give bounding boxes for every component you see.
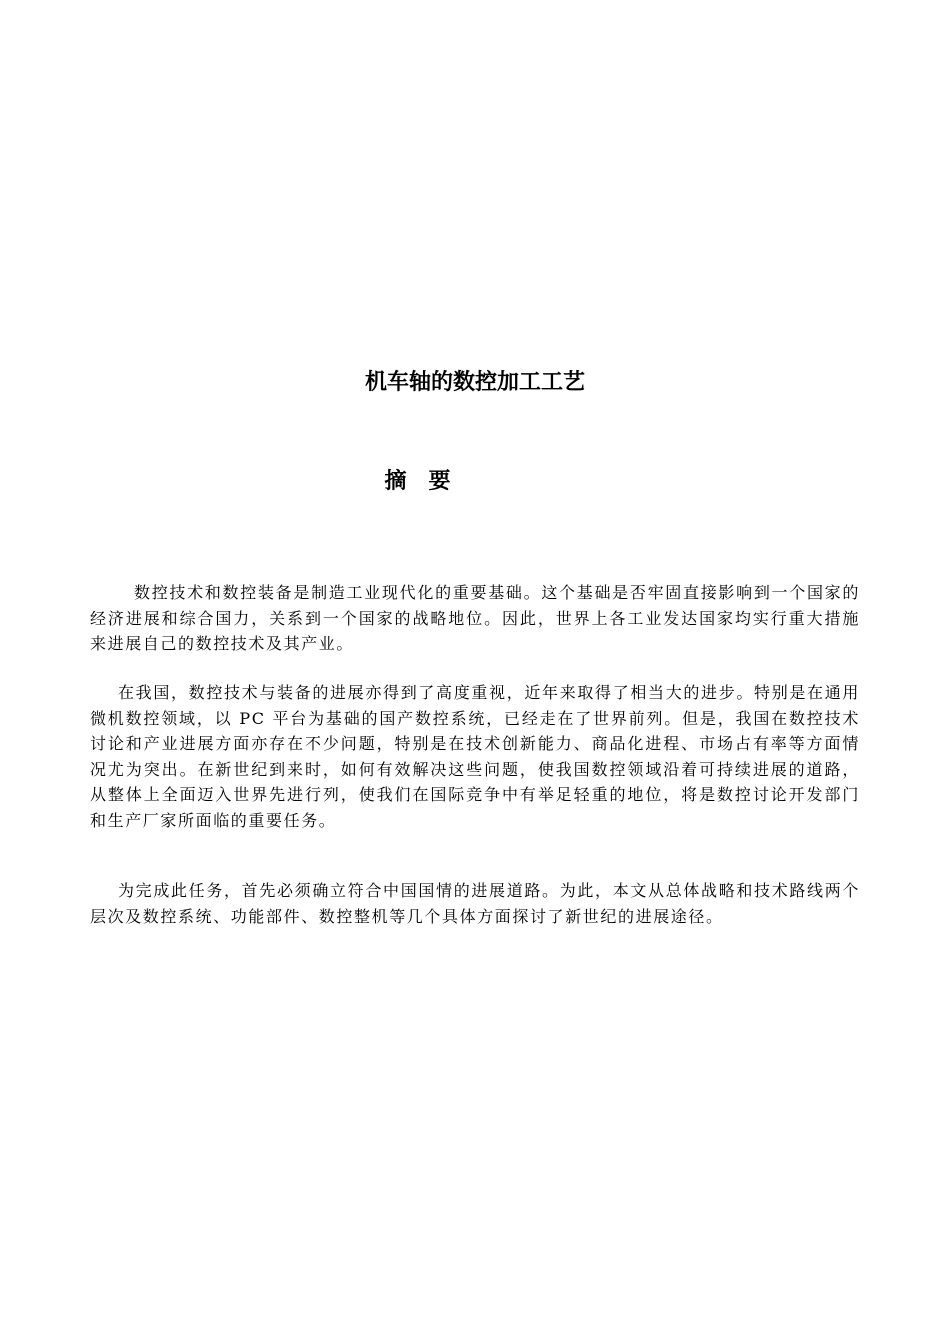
document-title: 机车轴的数控加工工艺 bbox=[364, 370, 585, 395]
abstract-paragraph-3: 为完成此任务，首先必须确立符合中国国情的进展道路。为此，本文从总体战略和技术路线两个层次及数控系统、功能部件、数控整机等几个具体方面探讨了新世纪的进展途径。 bbox=[90, 881, 860, 926]
abstract-paragraph-1: 数控技术和数控装备是制造工业现代化的重要基础。这个基础是否牢固直接影响到一个国家的经济进展和综合国力，关系到一个国家的战略地位。因此，世界上各工业发达国家均实行重大措施来进展自己的数控技术及其产业。 bbox=[90, 583, 860, 653]
abstract-paragraph-2: 在我国，数控技术与装备的进展亦得到了高度重视，近年来取得了相当大的进步。特别是在通用微机数控领域，以 PC 平台为基础的国产数控系统，已经走在了世界前列。但是，我国在数控技术讨论和产业进展方面亦存在不少问题，特别是在技术创新能力、商品化进程、市场占有率等方面情况尤为突出。在新世纪到来时，如何有效解决这些问题，使我国数控领域沿着可持续进展的道路，从整体上全面迈入世界先进行列，使我们在国际竞争中有举足轻重的地位，将是数控讨论开发部门和生产厂家所面临的重要任务。 bbox=[90, 683, 860, 830]
abstract-heading: 摘要 bbox=[384, 469, 473, 494]
